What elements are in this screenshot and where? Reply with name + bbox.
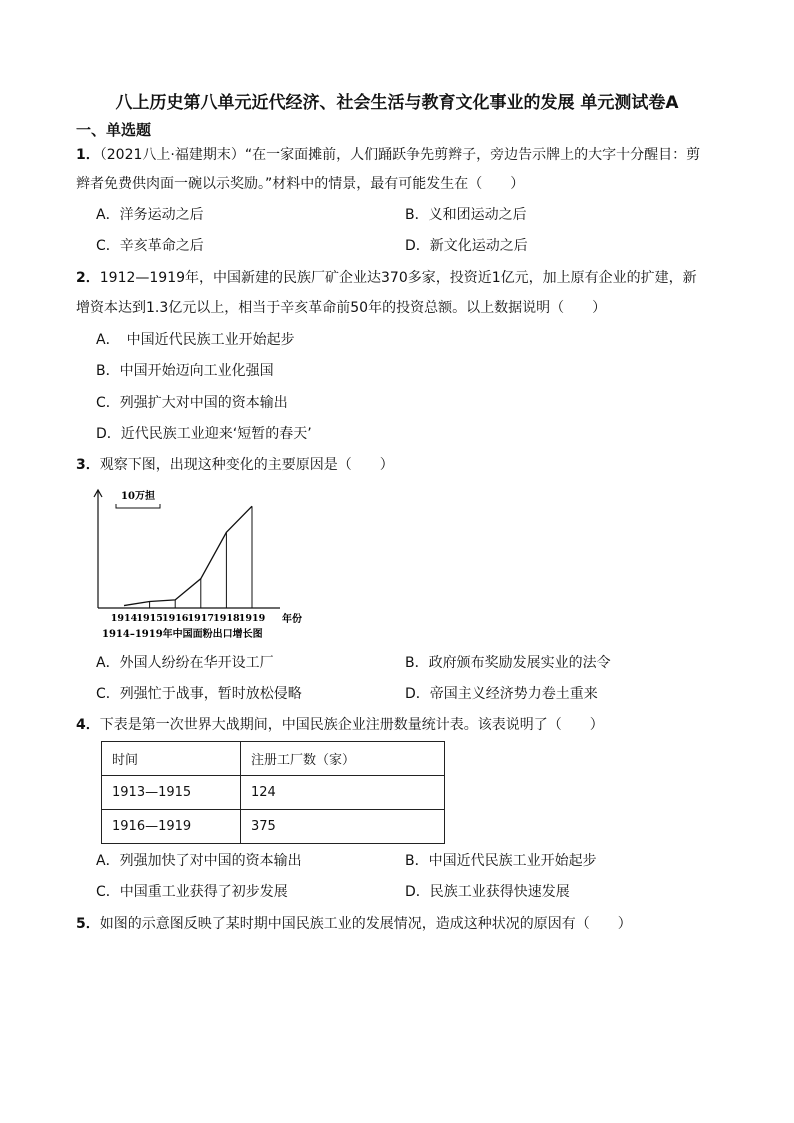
question-4-option-b[interactable]: B．中国近代民族工业开始起步 xyxy=(405,853,597,869)
question-1-number: 1． xyxy=(76,147,100,163)
unit-bracket xyxy=(116,504,160,508)
question-5-number: 5． xyxy=(76,916,100,932)
question-4-text: 下表是第一次世界大战期间，中国民族企业注册数量统计表。该表说明了（ ） xyxy=(99,717,604,733)
table-header-row xyxy=(102,742,445,776)
question-2-option-c[interactable]: C．列强扩大对中国的资本输出 xyxy=(96,395,288,411)
x-tick-label: 1914 xyxy=(110,613,138,624)
table-cell: 124 xyxy=(241,776,445,810)
x-axis-label: 年份 xyxy=(282,614,302,625)
question-2-option-a[interactable]: A． 中国近代民族工业开始起步 xyxy=(96,332,295,348)
question-3-option-c[interactable]: C．列强忙于战事，暂时放松侵略 xyxy=(96,686,302,702)
question-4-option-d[interactable]: D．民族工业获得快速发展 xyxy=(405,884,570,900)
question-2-line-2: 增资本达到1.3亿元以上，相当于辛亥革命前50年的投资总额。以上数据说明（ ） xyxy=(76,300,607,316)
x-tick-label: 1918 xyxy=(213,613,240,624)
question-2-option-d[interactable]: D．近代民族工业迎来‘短暂的春天’ xyxy=(96,426,312,442)
table-cell: 1913—1915 xyxy=(102,776,241,810)
registration-table xyxy=(101,741,445,844)
question-4-line-1 xyxy=(76,715,604,735)
question-3-option-b[interactable]: B．政府颁布奖励发展实业的法令 xyxy=(405,655,611,671)
unit-label: 10万担 xyxy=(121,491,155,502)
question-3-text: 观察下图，出现这种变化的主要原因是（ ） xyxy=(99,457,394,473)
x-tick-label: 1919 xyxy=(238,613,266,624)
section-heading: 一、单选题 xyxy=(76,121,152,139)
table-row xyxy=(102,776,445,810)
question-2-number: 2． xyxy=(76,270,100,286)
table-cell: 375 xyxy=(241,810,445,844)
question-1-option-d[interactable]: D．新文化运动之后 xyxy=(405,238,528,254)
page-title: 八上历史第八单元近代经济、社会生活与教育文化事业的发展 单元测试卷A xyxy=(115,93,679,113)
question-3-line-1 xyxy=(76,455,394,475)
question-1-option-b[interactable]: B．义和团运动之后 xyxy=(405,207,527,223)
x-tick-label: 1915 xyxy=(136,613,163,624)
question-1-option-c[interactable]: C．辛亥革命之后 xyxy=(96,238,204,254)
table-cell: 1916—1919 xyxy=(102,810,241,844)
question-5-line-1 xyxy=(76,914,632,934)
question-1-line-1 xyxy=(76,145,700,165)
question-1-option-a[interactable]: A．洋务运动之后 xyxy=(96,207,204,223)
question-4-option-a[interactable]: A．列强加快了对中国的资本输出 xyxy=(96,853,302,869)
question-2-text: 1912—1919年，中国新建的民族厂矿企业达370多家，投资近1亿元，加上原有企业的扩建，新 xyxy=(99,270,697,286)
question-3-option-a[interactable]: A．外国人纷纷在华开设工厂 xyxy=(96,655,274,671)
question-1-text: （2021八上·福建期末）“在一家面摊前，人们踊跃争先剪辫子，旁边告示牌上的大字十分醒目：剪 xyxy=(99,147,701,163)
chart-plot-area xyxy=(94,489,302,640)
series-line xyxy=(124,506,252,605)
chart-title: 1914–1919年中国面粉出口增长图 xyxy=(102,629,263,640)
table-header-cell: 时间 xyxy=(102,742,241,776)
question-3-number: 3． xyxy=(76,457,100,473)
question-2-line-1 xyxy=(76,268,697,288)
question-1-line-2: 辫者免费供肉面一碗以示奖励。”材料中的情景，最有可能发生在（ ） xyxy=(76,176,525,192)
table-header-cell: 注册工厂数（家） xyxy=(241,742,445,776)
flour-export-chart xyxy=(88,484,308,644)
x-tick-label: 1916 xyxy=(161,613,189,624)
question-4-option-c[interactable]: C．中国重工业获得了初步发展 xyxy=(96,884,288,900)
question-3-option-d[interactable]: D．帝国主义经济势力卷土重来 xyxy=(405,686,598,702)
table-row xyxy=(102,810,445,844)
question-4-number: 4． xyxy=(76,717,100,733)
x-tick-label: 1917 xyxy=(187,613,215,624)
question-2-option-b[interactable]: B．中国开始迈向工业化强国 xyxy=(96,363,274,379)
question-5-text: 如图的示意图反映了某时期中国民族工业的发展情况，造成这种状况的原因有（ ） xyxy=(99,916,632,932)
